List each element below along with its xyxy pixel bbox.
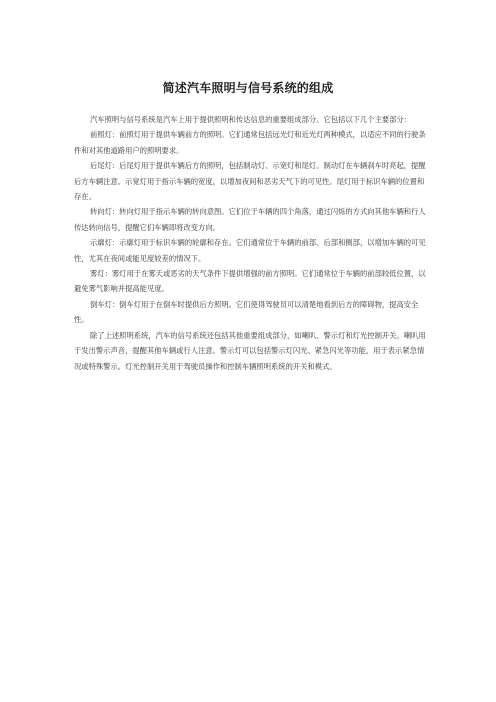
paragraph-intro: 汽车照明与信号系统是汽车上用于提供照明和传达信息的重要组成部分。它包括以下几个主要部分： — [90, 115, 412, 124]
paragraph-taillights: 后尾灯：后尾灯用于提供车辆后方的照明，包括制动灯、示宽灯和尾灯。制动灯在车辆刹车时亮起，提醒后方车辆注意。示宽灯用于指示车辆的宽度，以增加夜间和恶劣天气下的可见性。尾灯用于标识车辆的位置和存在。 — [74, 161, 426, 202]
paragraph-clearance-lights: 示廓灯：示廓灯用于标识车辆的轮廓和存在。它们通常位于车辆的前部、后部和侧部，以增加车辆的可见性，尤其在夜间或能见度较差的情况下。 — [74, 238, 426, 263]
document-title: 简述汽车照明与信号系统的组成 — [162, 81, 334, 95]
paragraph-signal-system: 除了上述照明系统，汽车的信号系统还包括其他重要组成部分，如喇叭、警示灯和灯光控制开关。喇叭用于发出警示声音，提醒其他车辆或行人注意。警示灯可以包括警示灯闪光、紧急闪光等功能，用于表示紧急情况或特殊警示。灯光控制开关用于驾驶员操作和控制车辆照明系统的开关和模式。 — [74, 330, 426, 371]
paragraph-fog-lights: 雾灯：雾灯用于在雾天或恶劣的天气条件下提供增强的前方照明。它们通常位于车辆的前部较低位置，以避免雾气影响并提高能见度。 — [74, 269, 426, 294]
paragraph-turn-signals: 转向灯：转向灯用于指示车辆的转向意图。它们位于车辆的四个角落，通过闪烁的方式向其他车辆和行人传达转向信号，提醒它们车辆即将改变方向。 — [74, 207, 426, 232]
paragraph-headlights: 前照灯：前照灯用于提供车辆前方的照明。它们通常包括远光灯和近光灯两种模式，以适应不同的行驶条件和对其他道路用户的照明要求。 — [74, 130, 426, 155]
paragraph-reverse-lights: 倒车灯：倒车灯用于在倒车时提供后方照明。它们使得驾驶员可以清楚地看到后方的障碍物，提高安全性。 — [74, 299, 419, 325]
document-body — [74, 112, 426, 374]
